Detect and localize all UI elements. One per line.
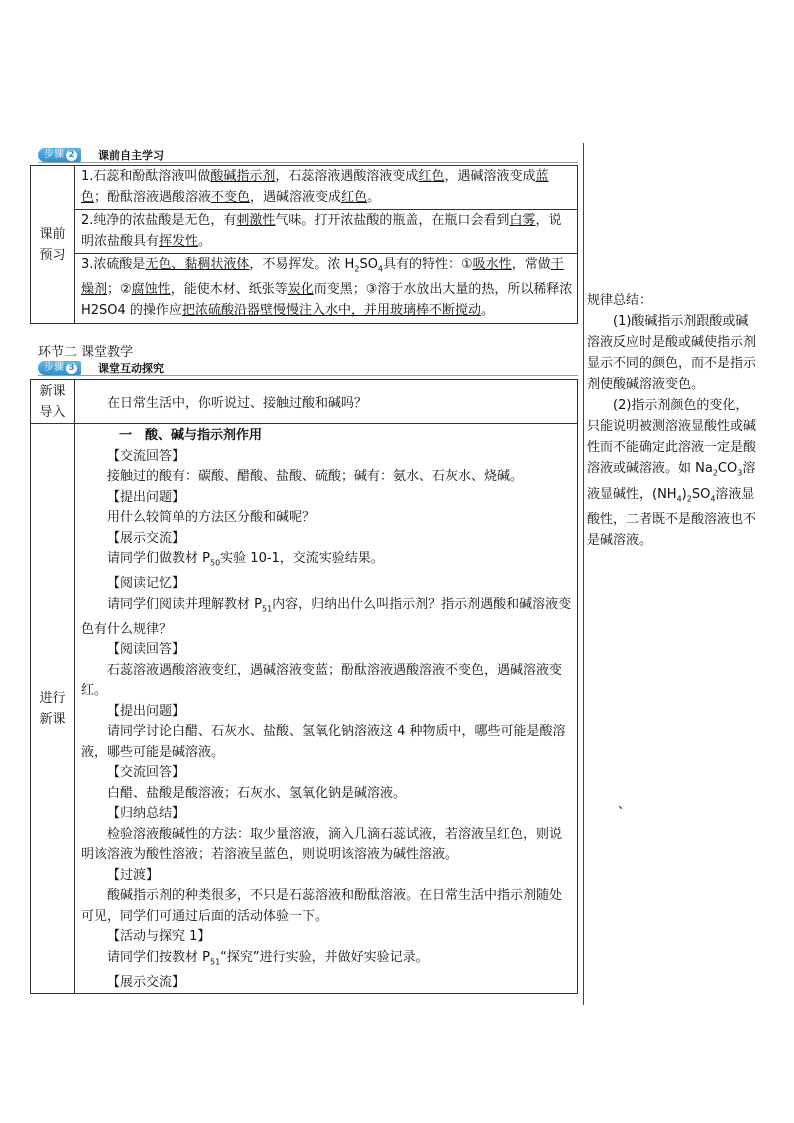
side-mark: 、 xyxy=(618,797,632,812)
lesson-line: 请同学讨论白醋、石灰水、盐酸、氢氧化钠溶液这 4 种物质中，哪些可能是酸溶液，哪些可能是碱溶液。 xyxy=(81,724,566,760)
lesson-line: 白醋、盐酸是酸溶液；石灰水、氢氧化钠是碱溶液。 xyxy=(107,785,407,801)
lesson-line: 请同学们按教材 $P_{51}“$探究”进行实验，并做好实验记录。 xyxy=(107,949,429,967)
preview-table xyxy=(30,165,578,324)
step-badge-3 xyxy=(38,361,81,375)
step2-underline xyxy=(38,162,578,163)
lesson-line: 检验溶液酸碱性的方法：取少量溶液，滴入几滴石蕊试液，若溶液呈红色，则说明该溶液为酸性溶液；若溶液呈蓝色，则说明该溶液为碱性溶液。 xyxy=(81,826,563,863)
step3-underline xyxy=(38,375,578,376)
preview-item-2: 2.纯净的浓盐酸是无色，有刺激性气味。打开浓盐酸的瓶盖，在瓶口会看到白雾，说明浓盐酸具有挥发性。 xyxy=(75,209,577,253)
lesson-line: 石蕊溶液遇酸溶液变红，遇碱溶液变蓝；酚酞溶液遇酸溶液不变色，遇碱溶液变红。 xyxy=(81,662,563,699)
side-notes xyxy=(587,290,759,551)
lesson-line: 用什么较简单的方法区分酸和碱呢？ xyxy=(107,510,316,525)
step-badge-label: 步骤 xyxy=(44,149,64,160)
lesson-tag: 【阅读回答】 xyxy=(107,642,186,658)
lesson-tag: 【阅读记忆】 xyxy=(107,576,186,592)
side-divider xyxy=(583,143,584,1005)
lesson-tag: 【交流回答】 xyxy=(107,448,186,464)
preview-content xyxy=(75,166,578,324)
lesson-heading: 一 酸、碱与指示剂作用 xyxy=(119,428,263,443)
step-badge-number: 3 xyxy=(66,363,77,374)
preview-item-3: 3.浓硫酸是无色、黏稠状液体，不易挥发。浓 $H_2SO_4$具有的特性：①吸水性，常做干燥剂；②腐蚀性，能使木材、纸张等炭化而变黑；③溶于水放出大量的热，所以稀释浓 H2SO4 的操作应把浓硫酸沿器壁慢慢注入水中，并用玻璃棒不断搅动。 xyxy=(75,253,577,323)
lesson-tag: 【展示交流】 xyxy=(107,974,186,990)
lesson-line: 请同学们阅读并理解教材 $P_{51}$内容，归纳出什么叫指示剂？指示剂遇酸和碱溶液变色有什么规律？ xyxy=(81,596,572,637)
step-badge-number: 2 xyxy=(66,150,77,161)
lesson-tag: 【提出问题】 xyxy=(107,703,186,719)
preview-row-label: 课前预习 xyxy=(31,166,75,324)
lesson-tag: 【过渡】 xyxy=(107,867,160,883)
lesson-table xyxy=(30,379,578,994)
step-badge-label: 步骤 xyxy=(44,362,64,373)
lesson-row-label: 进行新课 xyxy=(31,424,75,994)
lesson-tag: 【提出问题】 xyxy=(107,489,186,505)
intro-text: 在日常生活中，你听说过、接触过酸和碱吗？ xyxy=(75,380,578,424)
lesson-line: 请同学们做教材 $P_{50}$实验 10-1，交流实验结果。 xyxy=(107,551,384,568)
lesson-tag: 【展示交流】 xyxy=(107,530,186,546)
step-badge-2 xyxy=(38,148,81,162)
side-note-1: (1)酸碱指示剂跟酸或碱溶液反应时是酸或碱使指示剂显示不同的颜色，而不是指示剂使酸碱溶液变色。 xyxy=(587,314,757,392)
intro-row-label: 新课导入 xyxy=(31,380,75,424)
lesson-line: 接触过的酸有：碳酸、醋酸、盐酸、硫酸；碱有：氨水、石灰水、烧碱。 xyxy=(107,469,524,484)
lesson-tag: 【归纳总结】 xyxy=(107,806,186,822)
section-title: 环节二 课堂教学 xyxy=(38,345,134,360)
preview-item-1: 1.石蕊和酚酞溶液叫做酸碱指示剂，石蕊溶液遇酸溶液变成红色，遇碱溶液变成蓝色；酚酞溶液遇酸溶液不变色，遇碱溶液变成红色。 xyxy=(81,169,549,205)
lesson-line: 酸碱指示剂的种类很多，不只是石蕊溶液和酚酞溶液。在日常生活中指示剂随处可见，同学们可通过后面的活动体验一下。 xyxy=(81,888,563,924)
step2-title: 课前自主学习 xyxy=(98,149,164,162)
side-title: 规律总结： xyxy=(587,293,653,308)
step3-title: 课堂互动探究 xyxy=(98,362,164,375)
lesson-tag: 【活动与探究 1】 xyxy=(107,929,211,945)
side-note-2: (2)指示剂颜色的变化，只能说明被测溶液显酸性或碱性而不能确定此溶液一定是酸溶液或碱溶液。如 $Na_2CO_3$溶液显碱性，$(NH_4)_2SO_4$溶液显酸性，二者既不是酸溶液也不是碱溶液。 xyxy=(587,398,757,549)
lesson-content xyxy=(75,424,578,994)
lesson-tag: 【交流回答】 xyxy=(107,765,186,781)
